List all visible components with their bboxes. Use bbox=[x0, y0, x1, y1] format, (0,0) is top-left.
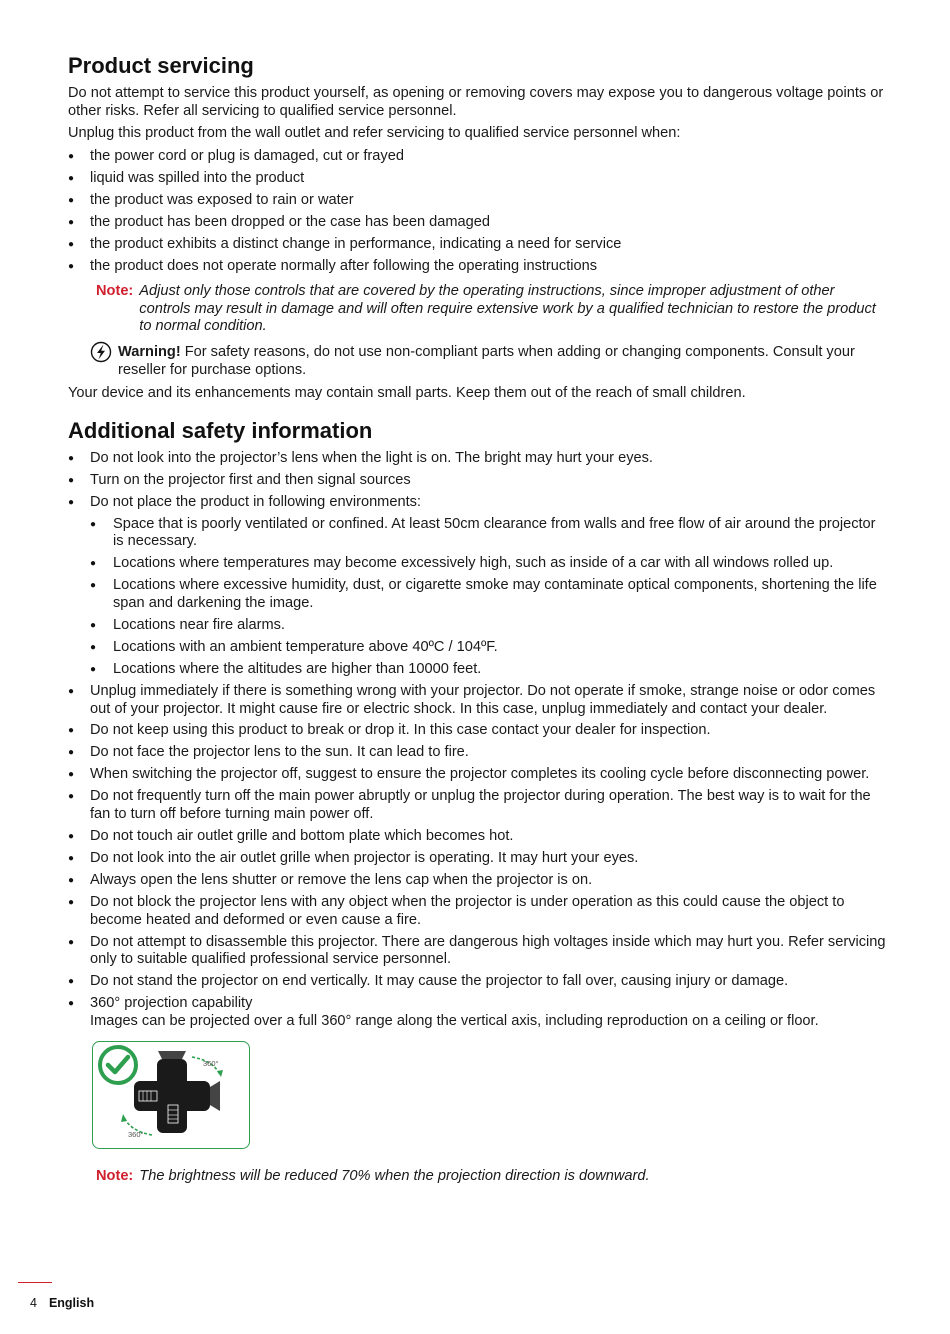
note-text: The brightness will be reduced 70% when the projection direction is downward. bbox=[139, 1168, 650, 1185]
list-item: ● the product was exposed to rain or water bbox=[68, 192, 888, 210]
section-title-product-servicing: Product servicing bbox=[68, 53, 254, 78]
list-item: ● Do not frequently turn off the main power abruptly or unplug the projector during operation. The best way is to wait for the fan to turn off before turning main power off. bbox=[68, 788, 888, 823]
sub-list-item: ● Locations near fire alarms. bbox=[90, 617, 888, 635]
list-item-360-title: ● 360° projection capability bbox=[90, 995, 253, 1012]
sub-list-item: ● Locations where excessive humidity, dust, or cigarette smoke may contaminate optical components, shortening the life span and darkening the image. bbox=[90, 577, 888, 612]
list-item: ● Do not face the projector lens to the sun. It can lead to fire. bbox=[68, 744, 888, 762]
list-item: ● the product does not operate normally after following the operating instructions bbox=[68, 258, 888, 276]
list-item: ● Turn on the projector first and then signal sources bbox=[68, 472, 888, 490]
note-text: Adjust only those controls that are covered by the operating instructions, since improper adjustment of other controls may result in damage and will often require extensive work by a qualified technician to restore the product to normal condition. bbox=[139, 283, 876, 335]
safety-list bbox=[68, 450, 888, 1030]
list-item: ● Do not look into the projector’s lens when the light is on. The bright may hurt your eyes. bbox=[68, 450, 888, 468]
list-item: ● the product has been dropped or the case has been damaged bbox=[68, 214, 888, 232]
sub-list-item: ● Space that is poorly ventilated or confined. At least 50cm clearance from walls and free flow of air around the projector is necessary. bbox=[90, 516, 888, 551]
list-item: ● the product exhibits a distinct change in performance, indicating a need for service bbox=[68, 236, 888, 254]
list-item: ● Do not block the projector lens with any object when the projector is under operation as this could cause the object to become heated and deformed or even cause a fire. bbox=[68, 894, 888, 929]
list-item-text: Do not place the product in following environments: bbox=[90, 493, 421, 510]
sub-list-item: ● Locations with an ambient temperature above 40ºC / 104ºF. bbox=[90, 639, 888, 657]
list-item: ● Do not attempt to disassemble this projector. There are dangerous high voltages inside which may hurt you. Refer servicing only to suitable qualified professional service personnel. bbox=[68, 934, 888, 969]
servicing-note bbox=[96, 283, 888, 336]
warning-bolt-icon bbox=[90, 341, 112, 363]
warning-block bbox=[90, 344, 888, 379]
sub-list-item: ● Locations where temperatures may become excessively high, such as inside of a car with all windows rolled up. bbox=[90, 555, 888, 573]
figure-label-top: 360° bbox=[203, 1058, 219, 1068]
projection-360-figure bbox=[92, 1041, 250, 1149]
warning-label: Warning! bbox=[118, 344, 181, 361]
servicing-paragraph-2: Unplug this product from the wall outlet and refer servicing to qualified service personnel when: bbox=[68, 125, 681, 142]
page-content bbox=[68, 52, 888, 1194]
list-item: ● Do not keep using this product to break or drop it. In this case contact your dealer for inspection. bbox=[68, 722, 888, 740]
servicing-paragraph-1: Do not attempt to service this product yourself, as opening or removing covers may expose you to dangerous voltage points or other risks. Refer all servicing to qualified service personnel. bbox=[68, 85, 884, 119]
list-item: ● Do not stand the projector on end vertically. It may cause the projector to fall over, causing injury or damage. bbox=[68, 973, 888, 991]
note-label: Note: bbox=[96, 283, 134, 300]
warning-body bbox=[118, 344, 888, 379]
servicing-list bbox=[68, 148, 888, 276]
small-parts-paragraph: Your device and its enhancements may contain small parts. Keep them out of the reach of small children. bbox=[68, 385, 746, 402]
environment-sublist bbox=[90, 516, 888, 679]
warning-text: For safety reasons, do not use non-compliant parts when adding or changing components. Consult your reseller for purchase options. bbox=[118, 344, 855, 378]
list-item: ● When switching the projector off, suggest to ensure the projector completes its cooling cycle before disconnecting power. bbox=[68, 766, 888, 784]
list-item-environments bbox=[68, 494, 888, 679]
section-title-additional-safety: Additional safety information bbox=[68, 417, 373, 443]
footer-language: English bbox=[48, 1296, 95, 1310]
page-number: 4 bbox=[30, 1296, 37, 1310]
list-item: ● Do not look into the air outlet grille when projector is operating. It may hurt your eyes. bbox=[68, 850, 888, 868]
sub-list-item: ● Locations where the altitudes are higher than 10000 feet. bbox=[90, 661, 888, 679]
page-footer bbox=[30, 1296, 94, 1310]
brightness-note bbox=[96, 1168, 888, 1186]
list-item: ● Unplug immediately if there is something wrong with your projector. Do not operate if smoke, strange noise or odor comes out of your projector. It might cause fire or electric shock. In this case, unplug immediately and contact your dealer. bbox=[68, 683, 888, 718]
figure-label-bottom: 360° bbox=[128, 1129, 144, 1139]
list-item: ● liquid was spilled into the product bbox=[68, 170, 888, 188]
list-item-360-text: Images can be projected over a full 360° range along the vertical axis, including reproduction on a ceiling or floor. bbox=[90, 1012, 819, 1029]
list-item: ● Do not touch air outlet grille and bottom plate which becomes hot. bbox=[68, 828, 888, 846]
list-item: ● Always open the lens shutter or remove the lens cap when the projector is on. bbox=[68, 872, 888, 890]
note-label: Note: bbox=[96, 1168, 134, 1185]
footer-accent-line bbox=[18, 1282, 52, 1283]
list-item-360 bbox=[68, 995, 888, 1030]
list-item: ● the power cord or plug is damaged, cut or frayed bbox=[68, 148, 888, 166]
